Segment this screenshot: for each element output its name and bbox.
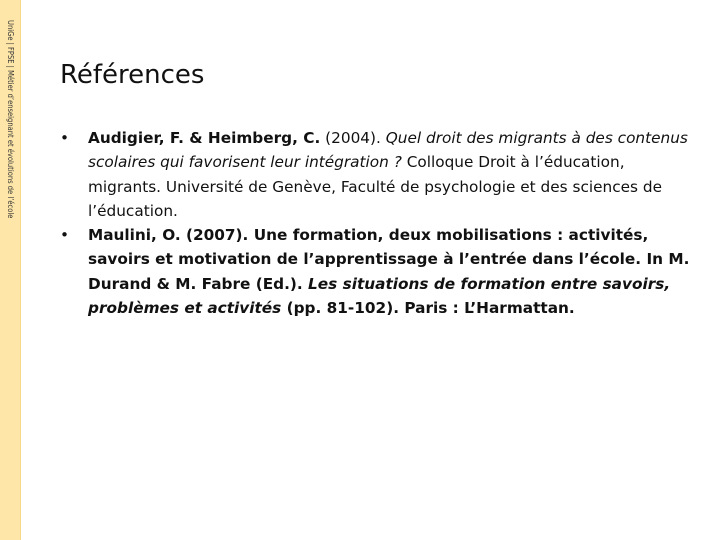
reference-main: Maulini, O. (2007). Une formation, deux mobilisations : activités, savoirs et motivation de l’apprentissage à l’entrée dans l’école. In M. Durand & M. Fabre (Ed.). (88, 226, 690, 293)
bullet-icon: • (60, 226, 70, 245)
reference-details: Colloque Droit à l’éducation, migrants. Université de Genève, Faculté de psychologie et des sciences de l’éducation. (88, 153, 662, 220)
bullet-icon: • (60, 129, 70, 147)
reference-authors: Audigier, F. & Heimberg, C. (88, 129, 321, 147)
reference-year: (2004). (320, 129, 386, 147)
references-list (60, 126, 700, 320)
reference-item (60, 223, 700, 320)
reference-details: (pp. 81-102). Paris : L’Harmattan. (281, 299, 575, 318)
side-band (0, 0, 21, 540)
reference-item (60, 126, 700, 223)
side-band-label: UniGe | FPSE | Métier d’enseignant et évolutions de l’école (6, 20, 15, 219)
slide-title: Références (60, 60, 205, 90)
reference-title: Quel droit des migrants à des contenus scolaires qui favorisent leur intégration ? (88, 129, 688, 172)
reference-book-title: Les situations de formation entre savoirs, problèmes et activités (88, 274, 671, 318)
